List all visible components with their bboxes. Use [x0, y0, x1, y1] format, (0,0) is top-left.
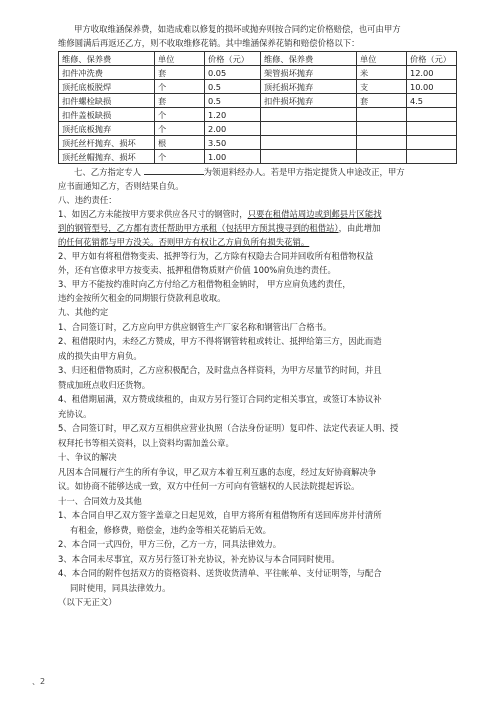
- header-cell: 价格（元）: [407, 52, 457, 66]
- end-of-text: （以下无正文）: [58, 597, 117, 607]
- table-cell: 3.50: [205, 136, 261, 150]
- section-8-text: 1、如因乙方未能按甲方要求供应各尺寸的钢管时，: [58, 209, 248, 219]
- section-11-line: 有租金，修修费，赔偿金，违约金等相关花销后无效。: [70, 524, 271, 535]
- table-cell: 1.00: [205, 150, 261, 164]
- table-cell: 扣件盖板缺损: [59, 108, 155, 122]
- section-9-line: 充协议。: [58, 408, 92, 419]
- page-number: 、2: [32, 677, 46, 686]
- fee-table: [58, 51, 457, 164]
- table-row: [59, 80, 457, 94]
- table-cell: 扣件冲洗费: [59, 66, 155, 80]
- section-8-line: 2、甲方如有将租借物变卖、抵押等行为，乙方除有权隐去合同并回收所有租借物权益: [58, 251, 374, 261]
- section-11-line: 同时使用，同具法律效力。: [70, 582, 171, 593]
- table-row: [59, 94, 457, 108]
- intro-line: 维修圆满后再返还乙方，则不收取维修花销。其中维涵保养花销和赔偿价格以下：: [58, 38, 360, 48]
- table-cell: 支: [357, 80, 407, 94]
- header-cell: 维修、保养费: [261, 52, 357, 66]
- table-cell: [357, 122, 407, 136]
- table-cell: [261, 108, 357, 122]
- section-8-line: 3、甲方不能按约准时向乙方付给乙方租借物租金钠时， 甲方应肩负逃约责任，: [58, 279, 351, 289]
- designee-blank: [144, 165, 204, 175]
- table-cell: 1.20: [205, 108, 261, 122]
- underlined-clause: 到的钢管型号，乙方都有责任帮助甲方承租（包括甲方预其搜寻到的租借站）: [58, 223, 339, 233]
- section-8-item-1: [58, 235, 456, 249]
- table-cell: 个: [155, 80, 205, 94]
- header-cell: 维修、保养费: [59, 52, 155, 66]
- underlined-clause: 否则甲方有权让乙方肩负所有损失花销。: [158, 237, 310, 247]
- table-cell: [261, 122, 357, 136]
- section-11-line: 4、本合同的附件包括双方的资格资料、送货收货清单、平往帐单、支付证明等，与配合: [58, 568, 382, 578]
- section-8-line: 外，还有官僚求甲方按变卖、抵押租借物质财产价值 100%肩负违约责任。: [58, 265, 336, 275]
- section-11-line: 1、本合同自甲乙双方签字盖章之日起见效，自甲方将所有租借物所有送回库房并付清所: [58, 510, 382, 520]
- section-9-line: 4、租借期届满，双方赞成续租的，由双方另行签订合同约定相关事宜，或签订本协议补: [58, 394, 382, 404]
- table-cell: 套: [357, 94, 407, 108]
- table-cell: 0.05: [205, 66, 261, 80]
- table-cell: 米: [357, 66, 407, 80]
- table-cell: 顶托损坏抛弃: [261, 80, 357, 94]
- section-8-item-1: [58, 221, 456, 235]
- table-cell: 顶托底板抛弃: [59, 122, 155, 136]
- table-cell: 顶托丝帽抛弃、损坏: [59, 150, 155, 164]
- table-cell: [357, 108, 407, 122]
- underlined-clause: 只要在租借站周边或到邺县片区能找: [247, 209, 382, 219]
- table-cell: [407, 136, 457, 150]
- table-row: [59, 136, 457, 150]
- section-10-line: 议。如协商不能够达成一致，双方中任何一方可向有管辖权的人民法院提起诉讼。: [58, 481, 360, 491]
- section-11-line: 3、本合同未尽事宜，双方另行签订补充协议，补充协议与本合同同时使用。: [58, 553, 340, 564]
- section-9-line: 1、合同签订时，乙方应向甲方供应钢管生产厂家名称和钢管出厂合格书。: [58, 321, 332, 332]
- table-cell: 0.5: [205, 80, 261, 94]
- section-7-text: 为领退料经办人。若是甲方指定提货人申途改正，甲方: [203, 167, 405, 177]
- table-cell: [261, 150, 357, 164]
- table-row: [59, 108, 457, 122]
- header-cell: 价格（元）: [205, 52, 261, 66]
- table-cell: [357, 136, 407, 150]
- table-cell: [407, 108, 457, 122]
- table-cell: 根: [155, 136, 205, 150]
- table-cell: 4.5: [407, 94, 457, 108]
- section-7-text: 七、乙方指定专人: [74, 167, 141, 177]
- section-8-text: ，由此增加: [338, 223, 381, 233]
- section-9-line: 赞成加班点收归还货物。: [58, 379, 151, 390]
- table-cell: 扣件螺栓缺损: [59, 94, 155, 108]
- section-9-line: 权拜托书等相关资料，以上资料均需加盖公章。: [58, 437, 234, 448]
- section-7-line: [58, 165, 456, 179]
- table-cell: 10.00: [407, 80, 457, 94]
- table-cell: [261, 136, 357, 150]
- table-cell: 顶托丝杆抛弃、损坏: [59, 136, 155, 150]
- section-10-line: 凡因本合同履行产生的所有争议，甲乙双方本着互利互惠的态度，经过友好协商解决争: [58, 466, 377, 477]
- contract-page: [58, 22, 456, 610]
- table-cell: 扣件损坏抛弃: [261, 94, 357, 108]
- header-cell: 单位: [357, 52, 407, 66]
- table-row: [59, 66, 457, 80]
- section-10-title: 十、争议的解决: [58, 452, 117, 462]
- fee-table-header: [59, 52, 457, 66]
- section-9-line: 5、合同签订时，甲乙双方互相供应营业执照（合法身份证明）复印件、法定代表证人明、授: [58, 423, 399, 433]
- intro-line: 甲方收取维涵保养费，如造成难以修复的损坏或抛弃则按合同约定价格赔偿，也可由甲方: [74, 24, 401, 34]
- table-cell: [407, 122, 457, 136]
- underlined-clause: 的任何花销都与甲方没关。: [58, 237, 159, 247]
- section-9-line: 3、归还租借物质时，乙方应积极配合，及时盘点各样资料，为甲方尽量节约时间，并且: [58, 365, 382, 375]
- section-11-title: 十一、合同效力及其他: [58, 495, 142, 506]
- section-9-line: 成的损失由甲方肩负。: [58, 350, 142, 361]
- table-cell: [407, 150, 457, 164]
- table-row: [59, 122, 457, 136]
- table-cell: [357, 150, 407, 164]
- section-8-title: 八、违约责任：: [58, 195, 117, 205]
- section-7-line: 应书面通知乙方，否则结果自负。: [58, 181, 184, 191]
- table-cell: 12.00: [407, 66, 457, 80]
- section-11-line: 2、本合同一式四份，甲方三份，乙方一方，同具法律效力。: [58, 539, 282, 549]
- table-cell: 套: [155, 94, 205, 108]
- table-cell: 个: [155, 150, 205, 164]
- table-cell: 0.5: [205, 94, 261, 108]
- table-cell: 顶托底板脱焊: [59, 80, 155, 94]
- section-9-line: 2、租借限时内，未经乙方赞成，甲方不得将钢管转租或转让、抵押给第三方，因此而造: [58, 336, 382, 346]
- section-8-line: 违约金按所欠租金的同期银行贷款利息收取。: [58, 293, 226, 303]
- section-8-item-1: [58, 207, 456, 221]
- table-cell: 套: [155, 66, 205, 80]
- section-9-title: 九、其他约定: [58, 307, 109, 317]
- table-cell: 个: [155, 122, 205, 136]
- table-cell: 个: [155, 108, 205, 122]
- table-cell: 架管损坏抛弃: [261, 66, 357, 80]
- table-row: [59, 150, 457, 164]
- table-cell: 2.00: [205, 122, 261, 136]
- header-cell: 单位: [155, 52, 205, 66]
